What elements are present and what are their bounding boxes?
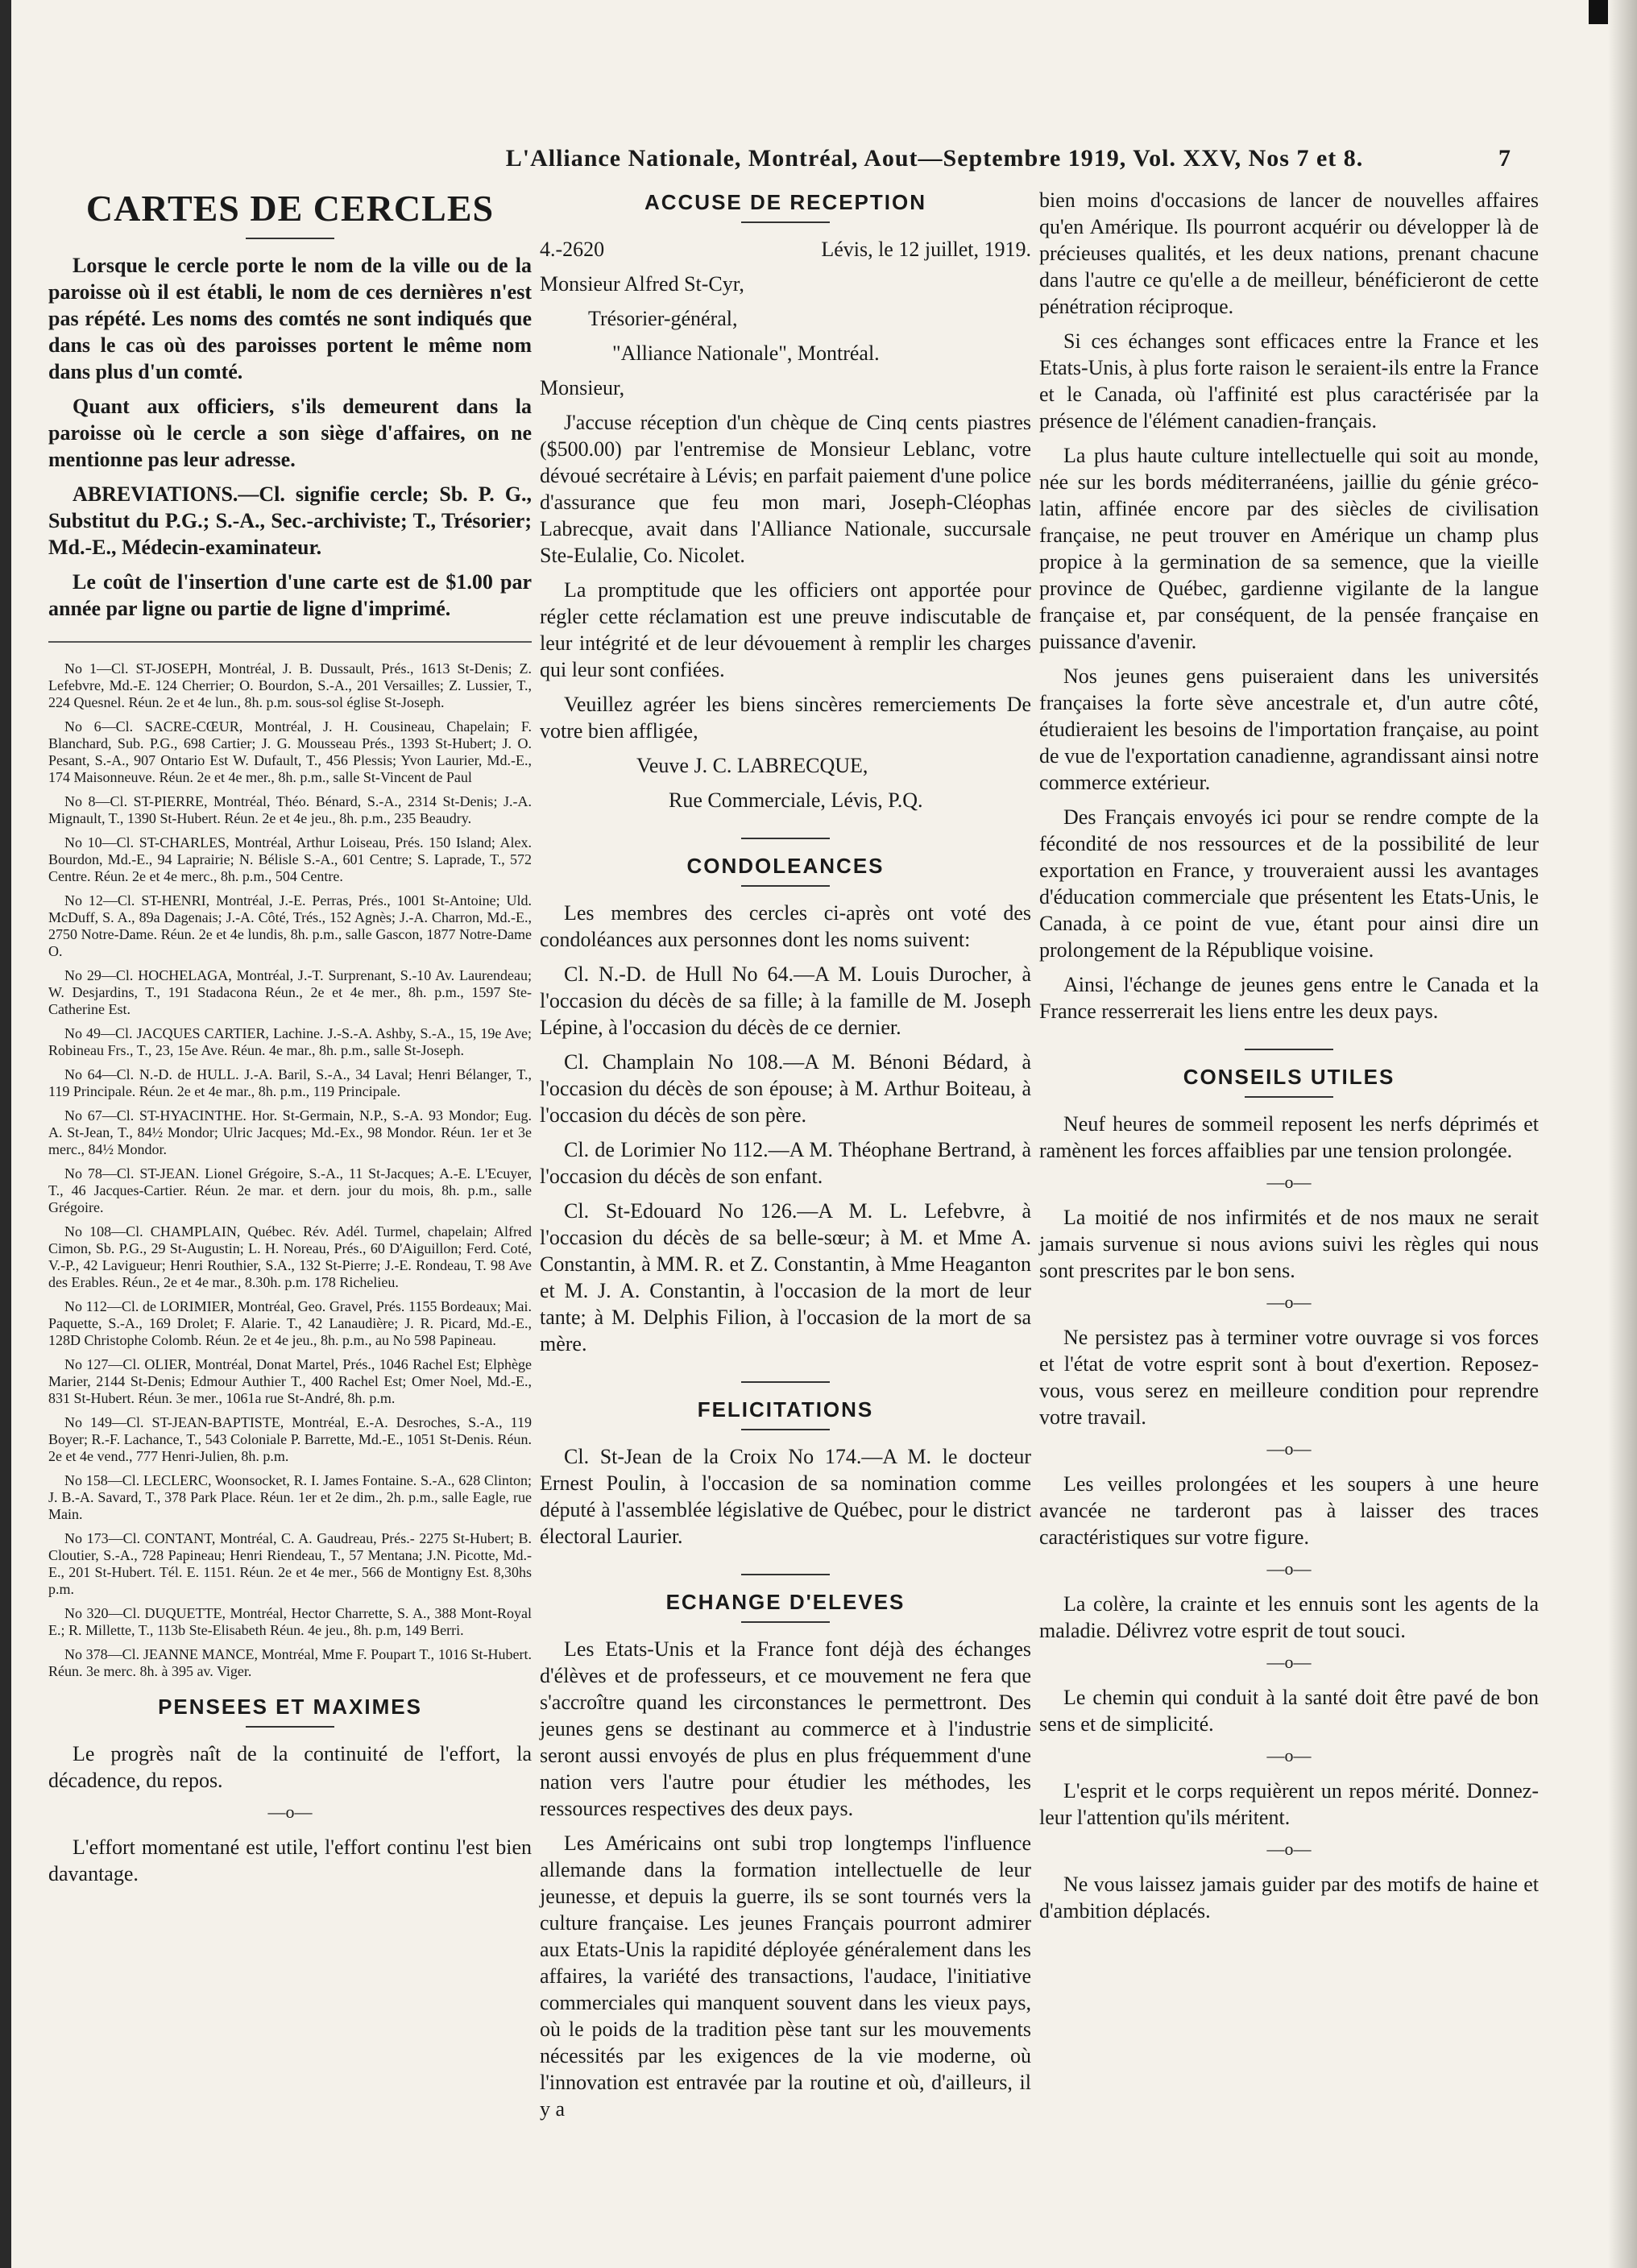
title-rule	[741, 1621, 830, 1623]
section-rule	[1245, 1049, 1333, 1050]
echange-paragraph: La plus haute culture intellectuelle qui soit au monde, née sur les bords méditerranéens, jaillie du génie gréco-latin, affinée encore par des siècles de civilisation française, ne peut trouver en Amérique un champ plus propice à la germination de sa semence, que la vieille province de Québec, gardienne vigilante de la langue française et, par conséquent, de la pensée française en puissance d'avenir.	[1039, 444, 1539, 653]
pensees-paragraph: L'effort momentané est utile, l'effort continu l'est bien davantage.	[48, 1836, 532, 1885]
title-rule	[1245, 1096, 1333, 1098]
title-rule	[246, 1726, 334, 1728]
letter-paragraph: La promptitude que les officiers ont apportée pour régler cette réclamation est une preuve indiscutable de leur intégrité et de leur dévouement à remplir les charges qui leur sont confiées.	[540, 578, 1031, 681]
condoleances-paragraph: Les membres des cercles ci-après ont voté des condoléances aux personnes dont les noms suivent:	[540, 901, 1031, 951]
condoleances-title: CONDOLEANCES	[686, 854, 885, 878]
scan-edge	[0, 0, 11, 2268]
addressee-line: "Alliance Nationale", Montréal.	[612, 341, 880, 365]
divider-mark: —o—	[1266, 1438, 1312, 1459]
column-left	[48, 187, 532, 1895]
circle-entry: No 149—Cl. ST-JEAN-BAPTISTE, Montréal, E.-A. Desroches, S.-A., 119 Boyer; R.-F. Lachance, T., 543 Coloniale P. Barrette, Md.-E., 1051 St-Denis. Réun. 2e et 4e vend., 777 Henri-Julien, 8h. p.m.	[48, 1414, 532, 1464]
column-middle	[540, 187, 1031, 2130]
addressee-line: Trésorier-général,	[588, 307, 738, 330]
conseils-paragraph: L'esprit et le corps requièrent un repos mérité. Donnez-leur l'attention qu'ils méritent.	[1039, 1779, 1539, 1829]
echange-paragraph: Des Français envoyés ici pour se rendre compte de la fécondité de nos ressources et de la possibilité de leur exportation en France, y trouveraient aussi les avantages d'éducation commerciale que présentent les Etats-Unis, le Canada, à ce point de vue, étant pour ainsi dire un prolongement de la République voisine.	[1039, 805, 1539, 962]
circle-entry: No 378—Cl. JEANNE MANCE, Montréal, Mme F. Poupart T., 1016 St-Hubert. Réun. 3e merc. 8h. à 395 av. Viger.	[48, 1646, 532, 1679]
divider-mark: —o—	[1266, 1652, 1312, 1672]
cartes-title: CARTES DE CERCLES	[85, 188, 495, 229]
divider-mark: —o—	[1266, 1558, 1312, 1579]
echange-title: ECHANGE D'ELEVES	[665, 1590, 906, 1614]
circle-entry: No 127—Cl. OLIER, Montréal, Donat Martel, Prés., 1046 Rachel Est; Elphège Marier, 2144 St-Denis; Edmour Authier T., 400 Rachel Est; Omer Noel, Md.-E., 831 St-Hubert. Réun. 3e mer., 1061a rue St-André, 8h. p.m.	[48, 1356, 532, 1406]
circle-entry: No 112—Cl. de LORIMIER, Montréal, Geo. Gravel, Prés. 1155 Bordeaux; Mai. Paquette, S.-A., 169 Drolet; F. Alarie. T., 42 Lanaudière; J. R. Picard, Md.-E., 128D Christophe Colomb. Réun. 2e et 4e jeu., 8h. p.m., au No 598 Papineau.	[48, 1298, 532, 1348]
circle-entry: No 67—Cl. ST-HYACINTHE. Hor. St-Germain, N.P., S.-A. 93 Mondor; Eug. A. St-Jean, T., 84½ Mondor; Ulric Jacques; Md.-Ex., 98 Mondor. Réun. 1er et 3e merc., 84½ Mondor.	[48, 1107, 532, 1157]
pensees-title: PENSEES ET MAXIMES	[158, 1695, 422, 1719]
addressee-line: Monsieur Alfred St-Cyr,	[540, 272, 744, 296]
letter-dateline	[540, 236, 1031, 263]
title-rule	[741, 221, 830, 223]
pensees-paragraph: Le progrès naît de la continuité de l'effort, la décadence, du repos.	[48, 1742, 532, 1792]
condoleances-paragraph: Cl. N.-D. de Hull No 64.—A M. Louis Durocher, à l'occasion du décès de sa fille; à la famille de M. Joseph Lépine, à l'occasion du décès de ce dernier.	[540, 962, 1031, 1039]
letter-date: Lévis, le 12 juillet, 1919.	[821, 238, 1031, 261]
column-right	[1039, 187, 1539, 1932]
echange-paragraph: Ainsi, l'échange de jeunes gens entre le Canada et la France resserrerait les liens entre les deux pays.	[1039, 973, 1539, 1023]
circle-entry: No 320—Cl. DUQUETTE, Montréal, Hector Charrette, S. A., 388 Mont-Royal E.; R. Millette, T., 113b Ste-Elisabeth Réun. 4e jeu., 8h. p.m, 149 Berri.	[48, 1605, 532, 1638]
circle-entry: No 49—Cl. JACQUES CARTIER, Lachine. J.-S.-A. Ashby, S.-A., 15, 19e Ave; Robineau Frs., T., 23, 15e Ave. Réun. 4e mar., 8h. p.m., salle St-Joseph.	[48, 1025, 532, 1058]
cartes-intro-1: Lorsque le cercle porte le nom de la ville ou de la paroisse où il est établi, le nom de ces dernières n'est pas répété. Les noms des comtés ne sont indiqués que dans le cas où des paroisses portent le même nom dans plus d'un comté.	[48, 254, 532, 383]
title-rule	[741, 1429, 830, 1430]
running-header: L'Alliance Nationale, Montréal, Aout—Septembre 1919, Vol. XXV, Nos 7 et 8.	[505, 145, 1364, 172]
circle-entry: No 8—Cl. ST-PIERRE, Montréal, Théo. Bénard, S.-A., 2314 St-Denis; J.-A. Mignault, T., 1390 St-Hubert. Réun. 2e et 4e jeu., 8h. p.m., 235 Beaudry.	[48, 793, 532, 826]
circle-entry: No 10—Cl. ST-CHARLES, Montréal, Arthur Loiseau, Prés. 150 Island; Alex. Bourdon, Md.-E., 94 Laprairie; N. Bélisle S.-A., 601 Centre; S. Laprade, T., 572 Centre. Réun. 2e et 4e merc., 8h. p.m., 504 Centre.	[48, 834, 532, 884]
divider-mark: —o—	[1266, 1172, 1312, 1192]
conseils-paragraph: Neuf heures de sommeil reposent les nerfs déprimés et ramènent les forces affaiblies par une tension prolongée.	[1039, 1112, 1539, 1162]
condoleances-paragraph: Cl. St-Edouard No 126.—A M. L. Lefebvre, à l'occasion du décès de sa belle-sœur; à M. et Mme A. Constantin, à MM. R. et Z. Constantin, à Mme Heaganton et M. J. A. Constantin, à l'occasion de la mort de leur tante; à M. Delphis Filion, à l'occasion de la mort de sa mère.	[540, 1199, 1031, 1355]
signature-address: Rue Commerciale, Lévis, P.Q.	[669, 788, 923, 812]
cartes-intro-2: Quant aux officiers, s'ils demeurent dans la paroisse où le cercle a son siège d'affaires, on ne mentionne pas leur adresse.	[48, 395, 532, 471]
felicitations-paragraph: Cl. St-Jean de la Croix No 174.—A M. le docteur Ernest Poulin, à l'occasion de sa nomination comme député à l'assemblée législative de Québec, pour le district électoral Laurier.	[540, 1445, 1031, 1548]
circle-entry: No 78—Cl. ST-JEAN. Lionel Grégoire, S.-A., 11 St-Jacques; A.-E. L'Ecuyer, T., 46 Jacques-Cartier. Réun. 2e mar. et dern. jour du mois, 8h. p.m., salle Grégoire.	[48, 1165, 532, 1215]
title-rule	[741, 885, 830, 887]
conseils-paragraph: Le chemin qui conduit à la santé doit être pavé de bon sens et de simplicité.	[1039, 1686, 1539, 1736]
circle-entry: No 108—Cl. CHAMPLAIN, Québec. Rév. Adél. Turmel, chapelain; Alfred Cimon, Sb. P.G., 29 St-Augustin; L. H. Noreau, Prés., 60 D'Aiguillon; Ferd. Coté, V.-P., 42 Lavigueur; Henri Routhier, S.A., 132 St-Pierre; J.-E. Rondeau, T. 98 Ave des Erables. Réun., 2e et 4e mar., 8.30h. p.m. 178 Richelieu.	[48, 1223, 532, 1290]
echange-paragraph: Si ces échanges sont efficaces entre la France et les Etats-Unis, à plus forte raison le seraient-ils entre la France et le Canada, où l'affinité est plus caractérisée par la présence de l'élément canadien-français.	[1039, 329, 1539, 432]
salutation: Monsieur,	[540, 376, 625, 399]
conseils-paragraph: Ne persistez pas à terminer votre ouvrage si vos forces et l'état de votre esprit sont à bout d'exertion. Reposez-vous, vous serez en meilleure condition pour reprendre votre travail.	[1039, 1326, 1539, 1429]
condoleances-paragraph: Cl. Champlain No 108.—A M. Bénoni Bédard, à l'occasion du décès de son épouse; à M. Arthur Boiteau, à l'occasion du décès de son père.	[540, 1050, 1031, 1127]
circle-entry: No 64—Cl. N.-D. de HULL. J.-A. Baril, S.-A., 34 Laval; Henri Bélanger, T., 119 Principale. Réun. 2e et 4e mar., 8h. p.m., 119 Principale.	[48, 1066, 532, 1099]
signature: Veuve J. C. LABRECQUE,	[636, 754, 868, 777]
circle-list	[48, 660, 532, 1680]
section-rule	[741, 1381, 830, 1383]
echange-paragraph: Les Américains ont subi trop longtemps l'influence allemande dans la formation intellectuelle de leur jeunesse, et depuis la guerre, ils se sont tournés vers la culture française. Les jeunes Français pourront admirer aux Etats-Unis la rapidité déployée généralement dans les affaires, la variété des transactions, l'audace, l'initiative commerciales qui manquent souvent dans les vieux pays, où le poids de la tradition pèse tant sur les mouvements nécessités par les exigences de la vie moderne, où l'innovation est entravée par la routine et où, d'ailleurs, il y a	[540, 1831, 1031, 2121]
section-rule	[741, 838, 830, 839]
section-divider	[48, 641, 532, 643]
section-rule	[741, 1574, 830, 1575]
conseils-paragraph: Les veilles prolongées et les soupers à une heure avancée ne tarderont pas à laisser des traces caractéristiques sur votre figure.	[1039, 1472, 1539, 1549]
circle-entry: No 173—Cl. CONTANT, Montréal, C. A. Gaudreau, Prés.- 2275 St-Hubert; B. Cloutier, S.-A., 728 Papineau; Henri Riendeau, T., 57 Mentana; J.N. Picotte, Md.-E., 201 St-Hubert. Tél. E. 1151. Réun. 2e et 4e mer., 566 de Montigny Est. 8,30hs p.m.	[48, 1530, 532, 1597]
letter-ref: 4.-2620	[540, 238, 605, 261]
circle-entry: No 12—Cl. ST-HENRI, Montréal, J.-E. Perras, Prés., 1001 St-Antoine; Uld. McDuff, S. A., 89a Dagenais; J.-A. Côté, Trés., 152 Agnès; J.-A. Charron, Md.-E., 2750 Notre-Dame. Réun. 2e et 4e lundis, 8h. p.m., salle Gascon, 1877 Notre-Dame O.	[48, 892, 532, 959]
cartes-intro-4: Le coût de l'insertion d'une carte est de $1.00 par année par ligne ou partie de ligne d'imprimé.	[48, 570, 532, 620]
echange-paragraph: bien moins d'occasions de lancer de nouvelles affaires qu'en Amérique. Ils pourront acquérir ou développer là de précieuses qualités, et les deux nations, prenant chacune dans l'autre ce qu'elle a de meilleur, bénéficieront de cette pénétration réciproque.	[1039, 188, 1539, 318]
divider-mark: —o—	[1266, 1839, 1312, 1859]
echange-paragraph: Nos jeunes gens puiseraient dans les universités françaises la forte sève ancestrale et, d'un autre côté, étudieraient les besoins de l'importation française, au point de vue de l'exportation canadienne, agrandissant ainsi notre commerce extérieur.	[1039, 664, 1539, 794]
echange-paragraph: Les Etats-Unis et la France font déjà des échanges d'élèves et de professeurs, et ce mouvement ne fera que s'accroître quand les circonstances le permettront. Des jeunes gens se destinant au commerce et à l'industrie seront aussi envoyés de plus en plus fréquemment d'une nation vers l'autre pour étudier les méthodes, les ressources respectives des deux pays.	[540, 1637, 1031, 1820]
circle-entry: No 158—Cl. LECLERC, Woonsocket, R. I. James Fontaine. S.-A., 628 Clinton; J. B.-A. Savard, T., 378 Park Place. Réun. 1er et 2e dim., 2h. p.m., salle Eagle, rue Main.	[48, 1472, 532, 1522]
title-rule	[246, 238, 334, 239]
felicitations-title: FELICITATIONS	[697, 1397, 874, 1422]
divider-mark: —o—	[1266, 1292, 1312, 1312]
circle-entry: No 29—Cl. HOCHELAGA, Montréal, J.-T. Surprenant, S.-10 Av. Laurendeau; W. Desjardins, T., 191 Stadacona Réun., 2e et 4e mer., 8h. p.m., 1597 Ste-Catherine Est.	[48, 967, 532, 1017]
divider-mark: —o—	[267, 1802, 313, 1822]
conseils-paragraph: Ne vous laissez jamais guider par des motifs de haine et d'ambition déplacés.	[1039, 1873, 1539, 1922]
page-shadow	[1608, 0, 1637, 2268]
conseils-paragraph: La colère, la crainte et les ennuis sont les agents de la maladie. Délivrez votre esprit de tout souci.	[1039, 1592, 1539, 1642]
circle-entry: No 6—Cl. SACRE-CŒUR, Montréal, J. H. Cousineau, Chapelain; F. Blanchard, Sub. P.G., 698 Cartier; J. G. Mousseau Prés., 1393 St-Hubert; J. O. Pesant, S.-A., 907 Ontario Est W. Dufault, T., 456 Plessis; Yvon Laurier, Md.-E., 174 Maisonneuve. Réun. 2e et 4e mer., 8h. p.m., salle St-Vincent de Paul	[48, 718, 532, 785]
condoleances-paragraph: Cl. de Lorimier No 112.—A M. Théophane Bertrand, à l'occasion du décès de son enfant.	[540, 1138, 1031, 1188]
page-number: 7	[1498, 145, 1511, 172]
conseils-paragraph: La moitié de nos infirmités et de nos maux ne serait jamais survenue si nous avions suivi les règles qui nous sont prescrites par le bon sens.	[1039, 1206, 1539, 1282]
conseils-title: CONSEILS UTILES	[1183, 1065, 1395, 1089]
letter-paragraph: J'accuse réception d'un chèque de Cinq cents piastres ($500.00) par l'entremise de Monsieur Leblanc, votre dévoué secrétaire à Lévis; en parfait paiement d'une police d'assurance que feu mon mari, Joseph-Cléophas Labrecque, avait dans l'Alliance Nationale, succursale Ste-Eulalie, Co. Nicolet.	[540, 411, 1031, 567]
cartes-intro-3: ABREVIATIONS.—Cl. signifie cercle; Sb. P. G., Substitut du P.G.; S.-A., Sec.-archiviste; T., Trésorier; Md.-E., Médecin-examinateur.	[48, 482, 532, 559]
letter-paragraph: Veuillez agréer les biens sincères remerciements De votre bien affligée,	[540, 693, 1031, 743]
accuse-title: ACCUSE DE RECEPTION	[644, 190, 927, 214]
circle-entry: No 1—Cl. ST-JOSEPH, Montréal, J. B. Dussault, Prés., 1613 St-Denis; Z. Lefebvre, Md.-E. 124 Cherrier; O. Bourdon, S.-A., 201 Versailles; Z. Lussier, T., 224 Quesnel. Réun. 2e et 4e lun., 8h. p.m. sous-sol église St-Joseph.	[48, 660, 532, 710]
divider-mark: —o—	[1266, 1745, 1312, 1765]
